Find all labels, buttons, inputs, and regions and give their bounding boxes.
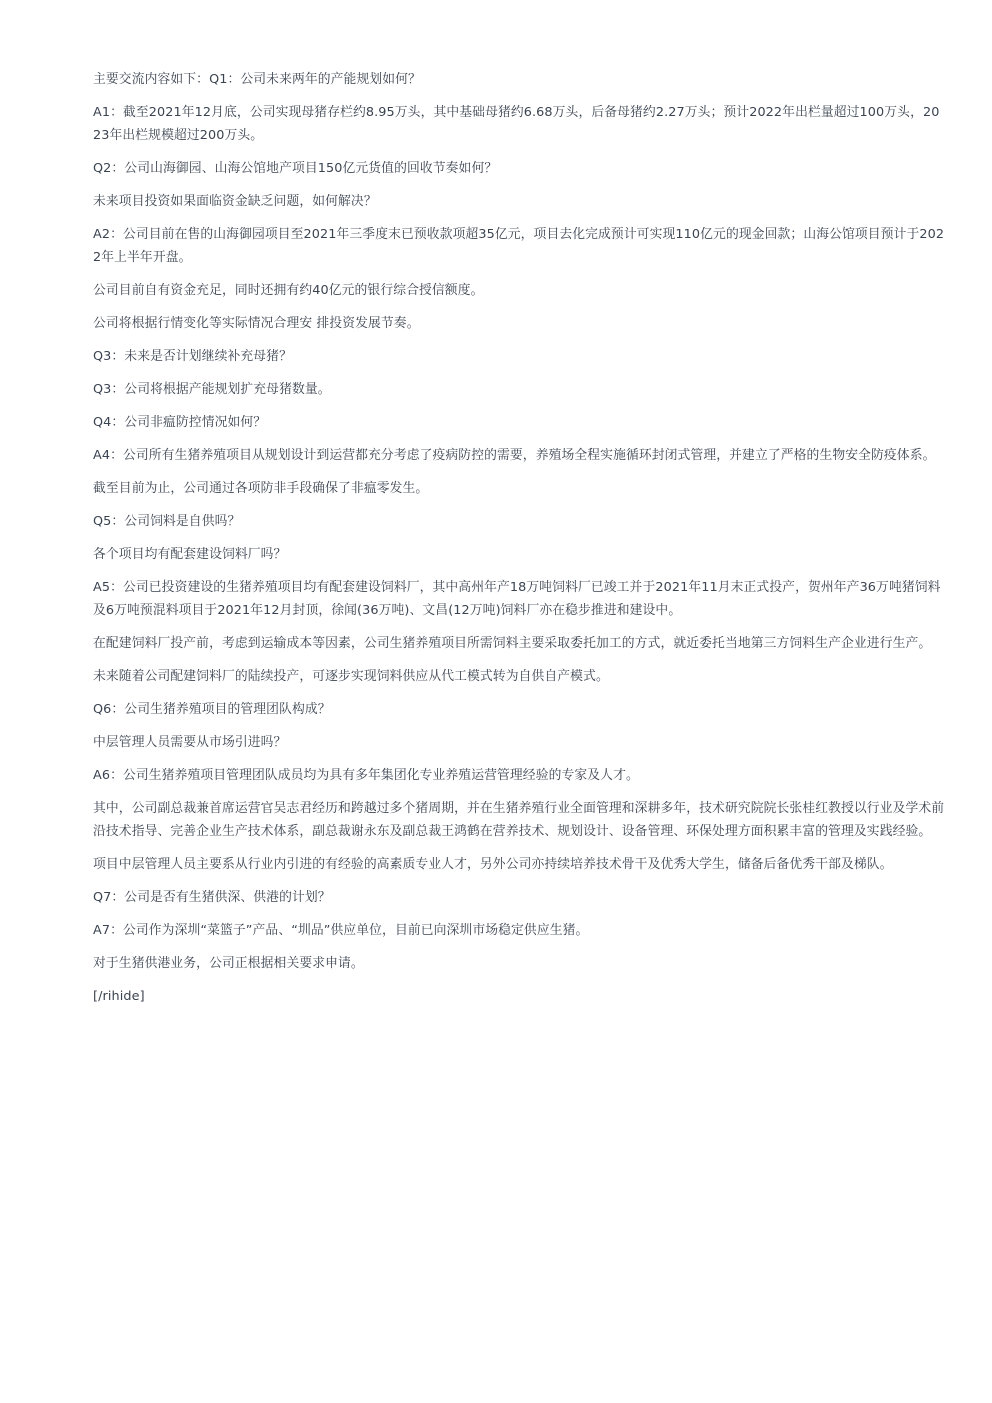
paragraph-a6: A6：公司生猪养殖项目管理团队成员均为具有多年集团化专业养殖运营管理经验的专家及人才。: [93, 768, 639, 783]
paragraph-a7: A7：公司作为深圳“菜篮子”产品、“圳品”供应单位，目前已向深圳市场稳定供应生猪。: [93, 923, 589, 938]
paragraph-q5: Q5：公司饲料是自供吗？: [93, 514, 241, 529]
paragraph-q5-followup: 各个项目均有配套建设饲料厂吗？: [93, 547, 287, 562]
paragraph-a6-middle-management: 项目中层管理人员主要系从行业内引进的有经验的高素质专业人才，另外公司亦持续培养技术骨干及优秀大学生，储备后备优秀干部及梯队。: [93, 857, 893, 872]
paragraph-q7: Q7：公司是否有生猪供深、供港的计划？: [93, 890, 331, 905]
paragraph-q6-followup: 中层管理人员需要从市场引进吗？: [93, 735, 287, 750]
paragraph-a4-result: 截至目前为止，公司通过各项防非手段确保了非瘟零发生。: [93, 481, 429, 496]
paragraph-a3: Q3：公司将根据产能规划扩充母猪数量。: [93, 382, 331, 397]
paragraph-shortcode: [/rihide]: [93, 989, 145, 1004]
paragraph-a2: A2：公司目前在售的山海御园项目至2021年三季度末已预收款项超35亿元，项目去化完成预计可实现110亿元的现金回款；山海公馆项目预计于2022年上半年开盘。: [93, 227, 945, 265]
paragraph-q4: Q4：公司非瘟防控情况如何？: [93, 415, 267, 430]
paragraph-q6: Q6：公司生猪养殖项目的管理团队构成？: [93, 702, 331, 717]
paragraph-a5-future: 未来随着公司配建饲料厂的陆续投产，可逐步实现饲料供应从代工模式转为自供自产模式。: [93, 669, 609, 684]
paragraph-intro-q1: 主要交流内容如下：Q1：公司未来两年的产能规划如何？: [93, 72, 421, 87]
paragraph-a2-funds: 公司目前自有资金充足，同时还拥有约40亿元的银行综合授信额度。: [93, 283, 484, 298]
document-body: [93, 68, 945, 1018]
paragraph-a6-leaders: 其中，公司副总裁兼首席运营官吴志君经历和跨越过多个猪周期，并在生猪养殖行业全面管理和深耕多年，技术研究院院长张桂红教授以行业及学术前沿技术指导、完善企业生产技术体系，副总裁谢永东及副总裁王鸿鹤在营养技术、规划设计、设备管理、环保处理方面积累丰富的管理及实践经验。: [93, 801, 945, 839]
paragraph-a7-hk: 对于生猪供港业务，公司正根据相关要求申请。: [93, 956, 364, 971]
paragraph-a1: A1：截至2021年12月底，公司实现母猪存栏约8.95万头，其中基础母猪约6.68万头，后备母猪约2.27万头；预计2022年出栏量超过100万头，2023年出栏规模超过200万头。: [93, 105, 940, 143]
paragraph-q3: Q3：未来是否计划继续补充母猪？: [93, 349, 292, 364]
paragraph-a5-outsourcing: 在配建饲料厂投产前，考虑到运输成本等因素，公司生猪养殖项目所需饲料主要采取委托加工的方式，就近委托当地第三方饲料生产企业进行生产。: [93, 636, 932, 651]
paragraph-a5: A5：公司已投资建设的生猪养殖项目均有配套建设饲料厂，其中高州年产18万吨饲料厂已竣工并于2021年11月末正式投产，贺州年产36万吨猪饲料及6万吨预混料项目于2021年12月封顶，徐闻(36万吨)、文昌(12万吨)饲料厂亦在稳步推进和建设中。: [93, 580, 941, 618]
paragraph-q2: Q2：公司山海御园、山海公馆地产项目150亿元货值的回收节奏如何？: [93, 161, 498, 176]
paragraph-q2-followup: 未来项目投资如果面临资金缺乏问题，如何解决？: [93, 194, 377, 209]
paragraph-a4: A4：公司所有生猪养殖项目从规划设计到运营都充分考虑了疫病防控的需要，养殖场全程实施循环封闭式管理，并建立了严格的生物安全防疫体系。: [93, 448, 936, 463]
paragraph-a2-pace: 公司将根据行情变化等实际情况合理安 排投资发展节奏。: [93, 316, 420, 331]
